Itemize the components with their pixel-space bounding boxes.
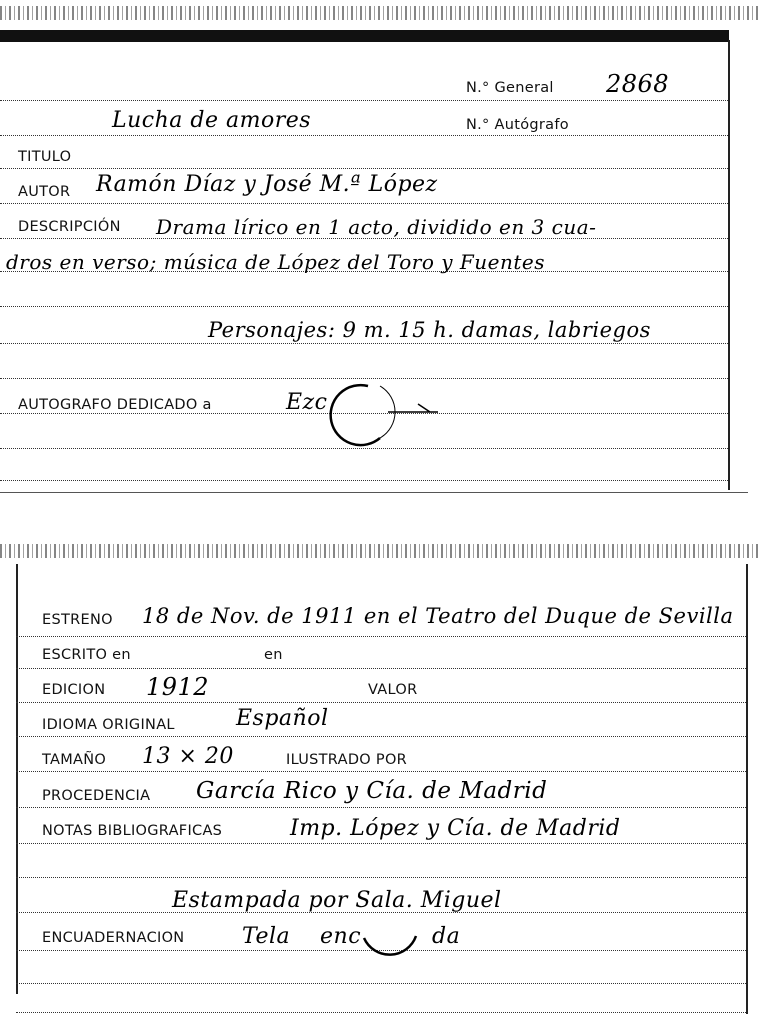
punch-hole-icon: [360, 918, 430, 980]
rule-line: [0, 100, 728, 101]
rule-line: [0, 343, 728, 344]
rule-line: [16, 1012, 746, 1013]
edition-label: EDICION: [42, 682, 106, 698]
size-label: TAMAÑO: [42, 752, 107, 768]
author-value: Ramón Díaz y José M.ª López: [96, 172, 438, 197]
bibliographic-notes-label: NOTAS BIBLIOGRAFICAS: [42, 823, 223, 839]
rule-line: [16, 668, 746, 669]
rule-line: [0, 203, 728, 204]
size-value: 13 × 20: [142, 744, 234, 769]
rule-line: [16, 771, 746, 772]
bibliographic-notes-line2: Estampada por Sala. Miguel: [172, 888, 502, 913]
rule-line: [0, 306, 728, 307]
premiere-value: 18 de Nov. de 1911 en el Teatro del Duque de Sevilla: [142, 604, 734, 628]
binding-value-right: da: [432, 924, 461, 949]
title-label: TITULO: [18, 149, 72, 165]
scan-noise-bottom: [0, 544, 759, 558]
rule-line: [16, 636, 746, 637]
binding-label: ENCUADERNACION: [42, 930, 185, 946]
card-bottom-edge: [0, 492, 748, 493]
author-label: AUTOR: [18, 184, 71, 200]
binding-value-left: Tela: [242, 924, 291, 949]
general-number-value: 2868: [606, 70, 670, 98]
written-in-label: ESCRITO en: [42, 647, 131, 663]
card-right-edge-bottom: [746, 564, 748, 1014]
catalog-card-top: [0, 0, 759, 500]
premiere-label: ESTRENO: [42, 612, 113, 628]
original-language-value: Español: [236, 706, 329, 731]
rule-line: [16, 702, 746, 703]
rule-line: [0, 378, 728, 379]
dedicated-autograph-label: AUTOGRAFO DEDICADO a: [18, 397, 212, 413]
rule-line: [0, 168, 728, 169]
scan-noise-top: [0, 6, 759, 20]
binding-value-mid: enc: [320, 924, 362, 949]
title-value: Lucha de amores: [112, 108, 312, 133]
rule-line: [16, 807, 746, 808]
edition-value: 1912: [146, 673, 210, 701]
provenance-label: PROCEDENCIA: [42, 788, 151, 804]
rule-line: [16, 736, 746, 737]
description-line2: dros en verso; música de López del Toro y Fuentes: [6, 250, 545, 274]
rule-line: [16, 983, 746, 984]
value-label: VALOR: [368, 682, 418, 698]
bibliographic-notes-value: Imp. López y Cía. de Madrid: [290, 816, 621, 841]
original-language-label: IDIOMA ORIGINAL: [42, 717, 175, 733]
rule-line: [0, 135, 728, 136]
written-in-second-label: en: [264, 647, 283, 663]
card-left-edge: [16, 564, 18, 994]
autograph-number-label: N.° Autógrafo: [466, 117, 569, 133]
dedicated-value: Ezc: [286, 390, 328, 415]
card-right-edge: [728, 40, 730, 490]
illustrated-by-label: ILUSTRADO POR: [286, 752, 408, 768]
general-number-label: N.° General: [466, 80, 554, 96]
provenance-value: García Rico y Cía. de Madrid: [196, 778, 548, 804]
description-label: DESCRIPCIÓN: [18, 219, 121, 235]
rule-line: [16, 877, 746, 878]
punch-hole-icon: [318, 382, 448, 450]
characters-value: Personajes: 9 m. 15 h. damas, labriegos: [208, 318, 651, 342]
description-line1: Drama lírico en 1 acto, dividido en 3 cua-: [156, 215, 597, 239]
catalog-card-bottom: [0, 540, 759, 1028]
rule-line: [0, 480, 728, 481]
rule-line: [16, 843, 746, 844]
card-top-edge: [0, 30, 729, 42]
